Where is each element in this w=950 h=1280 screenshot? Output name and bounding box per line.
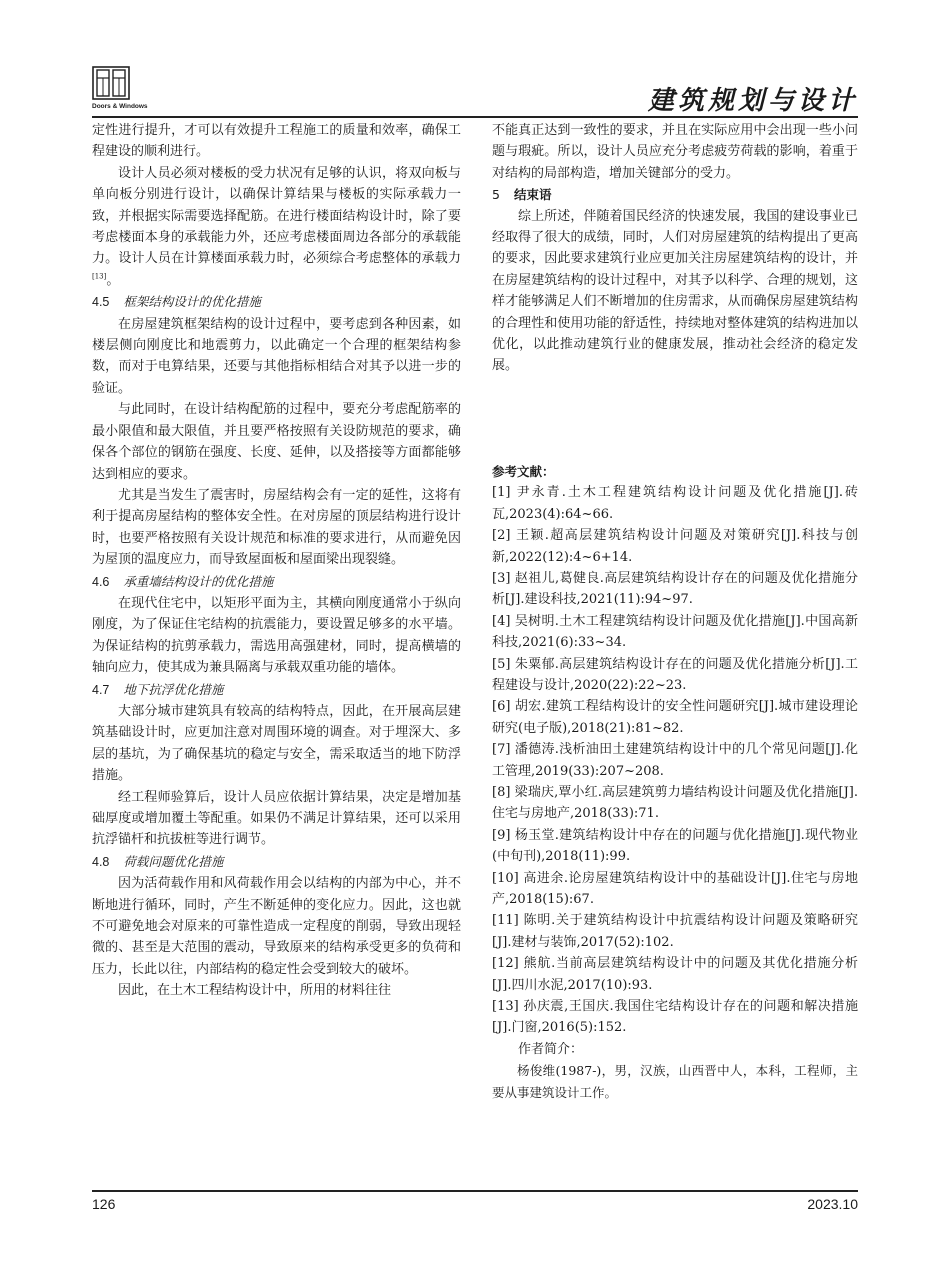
- paragraph: 不能真正达到一致性的要求，并且在实际应用中会出现一些小问题与瑕疵。所以，设计人员应充分考虑疲劳荷载的影响，着重于对结构的局部构造，增加关键部分的受力。: [492, 123, 858, 181]
- section-number: 4.5: [92, 295, 110, 310]
- logo-caption: Doors & Windows: [92, 103, 148, 110]
- section-title: 结束语: [513, 187, 552, 203]
- section-title: 荷载问题优化措施: [123, 853, 224, 869]
- reference-item: [13] 孙庆震,王国庆.我国住宅结构设计存在的问题和解决措施[J].门窗,2016(5):152.: [492, 999, 858, 1036]
- page-number: 126: [92, 1196, 116, 1212]
- reference-list: [492, 482, 858, 1039]
- reference-item: [1] 尹永青.土木工程建筑结构设计问题及优化措施[J].砖瓦,2023(4):64~66.: [492, 485, 858, 522]
- reference-item: [7] 潘德涛.浅析油田土建建筑结构设计中的几个常见问题[J].化工管理,2019(33):207~208.: [492, 742, 858, 779]
- section-title: 地下抗浮优化措施: [123, 681, 224, 697]
- paragraph: [92, 163, 461, 291]
- paragraph: 在房屋建筑框架结构的设计过程中，要考虑到各种因素，如楼层侧向刚度比和地震剪力，以此确定一个合理的框架结构参数，而对于电算结果，还要与其他指标相结合对其予以进一步的验证。: [92, 316, 461, 396]
- journal-logo: [92, 66, 172, 116]
- section-title: 承重墙结构设计的优化措施: [123, 573, 274, 589]
- section-heading-4-7: [92, 679, 461, 701]
- section-heading-5: [492, 184, 858, 205]
- author-label: 作者简介：: [518, 1041, 584, 1057]
- paragraph: 因此，在土木工程结构设计中，所用的材料往往: [118, 983, 392, 999]
- citation: [13]: [92, 272, 107, 281]
- reference-item: [10] 高进余.论房屋建筑结构设计中的基础设计[J].住宅与房地产,2018(15):67.: [492, 870, 858, 907]
- section-heading-4-6: [92, 571, 461, 593]
- references-title: 参考文献：: [492, 463, 555, 479]
- section-number: 4.7: [92, 682, 110, 697]
- reference-item: [5] 朱粟郁.高层建筑结构设计存在的问题及优化措施分析[J].工程建设与设计,2020(22):22~23.: [492, 656, 858, 693]
- paragraph: 综上所述，伴随着国民经济的快速发展，我国的建设事业已经取得了很大的成绩，同时，人们对房屋建筑的结构提出了更高的要求，因此要求建筑行业应更加关注房屋建筑结构的设计，并在房屋建筑结构的设计过程中，对其予以科学、合理的规划，这样才能够满足人们不断增加的住房需求，从而确保房屋建筑结构的合理性和使用功能的舒适性，持续地对整体建筑的结构进加以优化，以此推动建筑行业的健康发展，推动社会经济的稳定发展。: [492, 208, 858, 374]
- header-rule: [92, 116, 858, 118]
- section-number: 4.8: [92, 854, 110, 869]
- reference-item: [3] 赵祖儿,葛健良.高层建筑结构设计存在的问题及优化措施分析[J].建设科技,2021(11):94~97.: [492, 570, 858, 608]
- section-heading-4-8: [92, 851, 461, 873]
- reference-item: [4] 吴树明.土木工程建筑结构设计问题及优化措施[J].中国高新科技,2021(6):33~34.: [492, 613, 858, 651]
- author-bio: 杨俊维(1987-)，男，汉族，山西晋中人，本科，工程师，主要从事建筑设计工作。: [492, 1063, 858, 1100]
- paragraph: 与此同时，在设计结构配筋的过程中，要充分考虑配筋率的最小限值和最大限值，并且要严格按照有关设防规范的要求，确保各个部位的钢筋在强度、长度、延伸，以及搭接等方面都能够达到相应的要求。: [92, 402, 461, 482]
- section-title: 框架结构设计的优化措施: [123, 294, 261, 310]
- reference-item: [2] 王颖.超高层建筑结构设计问题及对策研究[J].科技与创新,2022(12):4~6+14.: [492, 528, 858, 565]
- footer-rule: [92, 1190, 858, 1192]
- reference-item: [8] 梁瑞庆,覃小红.高层建筑剪力墙结构设计问题及优化措施[J].住宅与房地产,2018(33):71.: [492, 784, 858, 822]
- reference-item: [12] 熊航.当前高层建筑结构设计中的问题及其优化措施分析[J].四川水泥,2017(10):93.: [492, 956, 858, 993]
- section-heading-4-5: [92, 291, 461, 313]
- paragraph: 定性进行提升，才可以有效提升工程施工的质量和效率，确保工程建设的顺利进行。: [92, 123, 461, 160]
- paragraph: 大部分城市建筑具有较高的结构特点，因此，在开展高层建筑基础设计时，应更加注意对周围环境的调查。对于埋深大、多层的基坑，为了确保基坑的稳定与安全，需采取适当的地下防浮措施。: [92, 703, 461, 784]
- paragraph: 因为活荷载作用和风荷载作用会以结构的内部为中心，并不断地进行循环，同时，产生不断延伸的变化应力。因此，这也就不可避免地会对原来的可靠性造成一定程度的削弱，导致出现轻微的、甚至是大范围的震动，导致原来的结构承受更多的负荷和压力，长此以往，内部结构的稳定性会受到较大的破坏。: [92, 876, 461, 977]
- paragraph: 在现代住宅中，以矩形平面为主，其横向刚度通常小于纵向刚度，为了保证住宅结构的抗震能力，要设置足够多的水平墙。为保证结构的抗剪承载力，需选用高强建材，同时，提高横墙的轴向应力，使其成为兼具隔离与承载双重功能的墙体。: [92, 595, 461, 676]
- reference-item: [11] 陈明.关于建筑结构设计中抗震结构设计问题及策略研究[J].建材与装饰,2017(52):102.: [492, 913, 858, 950]
- journal-title: 建筑规划与设计: [647, 86, 858, 116]
- door-window-logo-icon: [92, 66, 130, 100]
- paragraph-end: 。: [106, 272, 120, 288]
- left-column: [92, 120, 461, 1002]
- right-column: [492, 120, 858, 1103]
- issue-number: 2023.10: [807, 1196, 858, 1212]
- paragraph-text: 设计人员必须对楼板的受力状况有足够的认识，将双向板与单向板分别进行设计，以确保计算结果与楼板的实际承载力一致，并根据实际需要选择配筋。在进行楼面结构设计时，除了要考虑楼面本身的承载能力外，还应考虑楼面周边各部分的承载能力。设计人员在计算楼面承载力时，必须综合考虑整体的承载力: [92, 165, 461, 267]
- paragraph: 经工程师验算后，设计人员应依据计算结果，决定是增加基础厚度或增加覆土等配重。如果仍不满足计算结果，还可以采用抗浮锚杆和抗拔桩等进行调节。: [92, 789, 461, 848]
- section-number: 5: [492, 187, 500, 203]
- paragraph: 尤其是当发生了震害时，房屋结构会有一定的延性，这将有利于提高房屋结构的整体安全性。在对房屋的顶层结构进行设计时，也要严格按照有关设计规范和标准的要求进行，从而避免因为屋顶的温度应力，而导致屋面板和屋面梁出现裂缝。: [92, 487, 461, 568]
- reference-item: [9] 杨玉堂.建筑结构设计中存在的问题与优化措施[J].现代物业(中旬刊),2018(11):99.: [492, 827, 858, 865]
- section-number: 4.6: [92, 574, 110, 589]
- reference-item: [6] 胡宏.建筑工程结构设计的安全性问题研究[J].城市建设理论研究(电子版),2018(21):81~82.: [492, 699, 858, 736]
